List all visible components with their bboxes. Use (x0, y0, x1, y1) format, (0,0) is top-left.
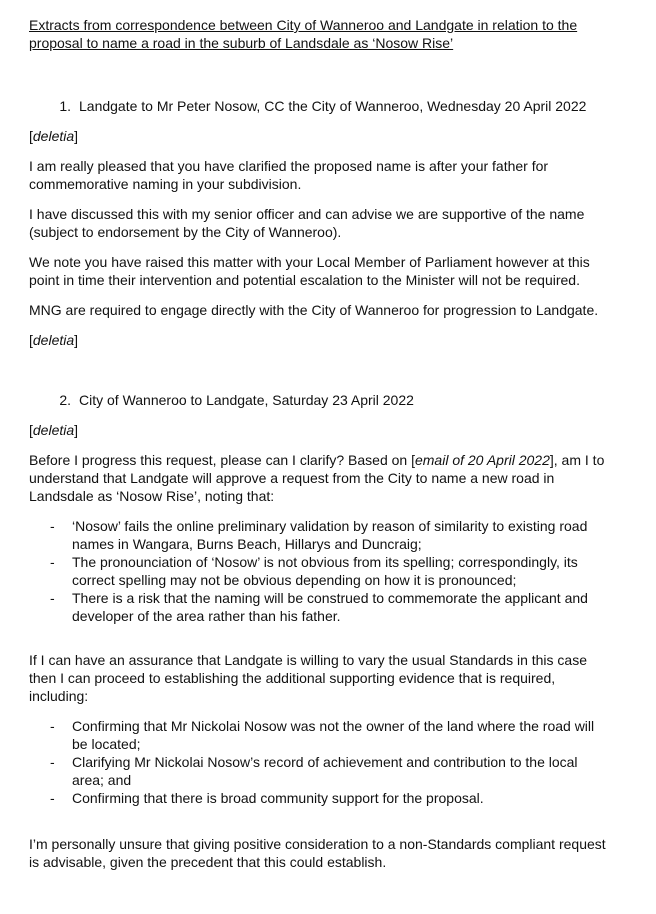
section-2-heading-text: City of Wanneroo to Landgate, Saturday 23 April 2022 (79, 392, 414, 408)
section-1-deletia-open: [deletia] (29, 128, 79, 144)
section-2-closing: I’m personally unsure that giving positive consideration to a non-Standards compliant request is advisable, given the precedent that this could establish. (29, 836, 606, 870)
section-2-deletia-open: [deletia] (29, 422, 79, 438)
section-1-paragraph-1: I am really pleased that you have clarified the proposed name is after your father for commemorative naming in your subdivision. (29, 158, 549, 192)
list-item: - The pronounciation of ‘Nosow’ is not obvious from its spelling; correspondingly, its correct spelling may not be obvious depending on how it is pronounced; (50, 554, 578, 588)
section-1-heading-text: Landgate to Mr Peter Nosow, CC the City of Wanneroo, Wednesday 20 April 2022 (79, 98, 587, 114)
list-item: - Clarifying Mr Nickolai Nosow’s record of achievement and contribution to the local area; and (50, 754, 578, 788)
noting-list (29, 517, 609, 625)
section-2-number: 2. (59, 392, 71, 408)
list-item: - Confirming that Mr Nickolai Nosow was not the owner of the land where the road will be located; (50, 718, 595, 752)
list-item: - There is a risk that the naming will be construed to commemorate the applicant and developer of the area rather than his father. (50, 590, 588, 624)
including-list (29, 717, 609, 807)
document-page (29, 16, 609, 871)
section-1-paragraph-2: I have discussed this with my senior officer and can advise we are supportive of the name (subject to endorsement by the City of Wanneroo). (29, 206, 585, 240)
section-1-paragraph-4: MNG are required to engage directly with the City of Wanneroo for progression to Landgate. (29, 302, 599, 318)
section-1-heading (29, 97, 609, 115)
section-2-intro: Before I progress this request, please can I clarify? Based on [email of 20 April 2022], am I to understand that Landgate will approve a request from the City to name a new road in Landsdale as ‘Nosow Rise’, noting that: (29, 452, 605, 504)
section-1-deletia-close: [deletia] (29, 332, 79, 348)
document-title: Extracts from correspondence between City of Wanneroo and Landgate in relation to the proposal to name a road in the suburb of Landsdale as ‘Nosow Rise’ (29, 17, 578, 51)
list-item: - ‘Nosow’ fails the online preliminary validation by reason of similarity to existing road names in Wangara, Burns Beach, Hillarys and Duncraig; (50, 518, 588, 552)
section-2-assurance: If I can have an assurance that Landgate is willing to vary the usual Standards in this case then I can proceed to establishing the additional supporting evidence that is required, including: (29, 652, 587, 704)
list-item: - Confirming that there is broad community support for the proposal. (50, 790, 484, 806)
section-2-heading (29, 391, 609, 409)
section-1-paragraph-3: We note you have raised this matter with your Local Member of Parliament however at this point in time their intervention and potential escalation to the Minister will not be required. (29, 254, 590, 288)
section-1-number: 1. (59, 98, 71, 114)
